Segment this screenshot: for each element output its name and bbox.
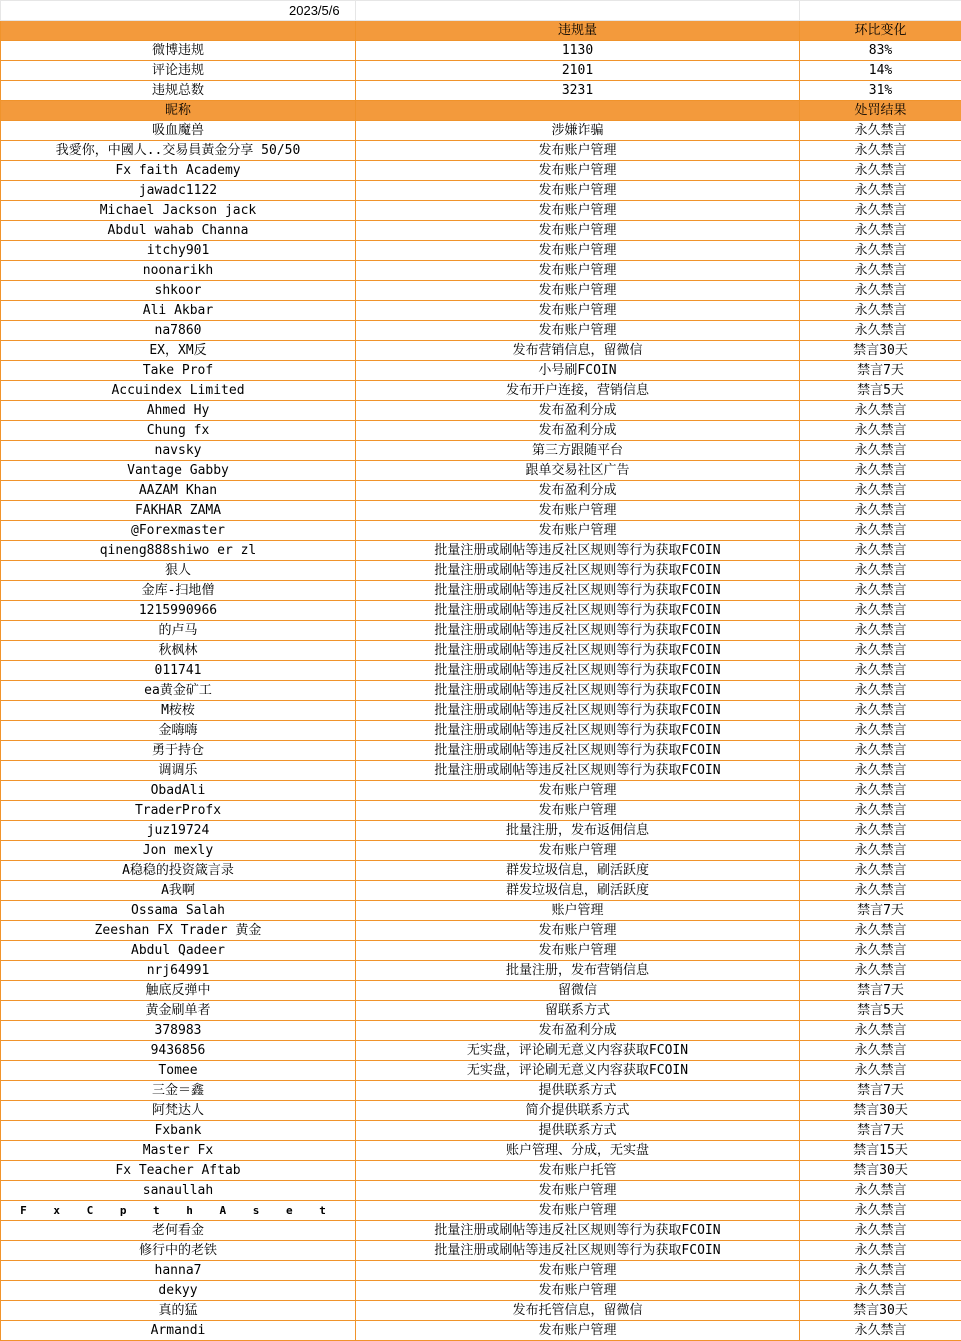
header-change[interactable]: 环比变化 bbox=[800, 21, 961, 41]
stat-count[interactable]: 3231 bbox=[356, 81, 800, 101]
user-nickname[interactable]: shkoor bbox=[1, 281, 356, 301]
penalty-result[interactable]: 永久禁言 bbox=[800, 741, 961, 761]
table-row bbox=[1, 381, 961, 401]
user-nickname[interactable]: 的卢马 bbox=[1, 621, 356, 641]
table-row bbox=[1, 1081, 961, 1101]
penalty-result[interactable]: 永久禁言 bbox=[800, 921, 961, 941]
violation-reason[interactable]: 发布账户管理 bbox=[356, 281, 800, 301]
user-nickname[interactable]: 378983 bbox=[1, 1021, 356, 1041]
violation-reason[interactable]: 发布账户管理 bbox=[356, 241, 800, 261]
user-nickname[interactable]: Armandi bbox=[1, 1321, 356, 1341]
violation-reason[interactable]: 批量注册或刷帖等违反社区规则等行为获取FCOIN bbox=[356, 581, 800, 601]
stat-change[interactable]: 31% bbox=[800, 81, 961, 101]
table-row bbox=[1, 161, 961, 181]
violation-reason[interactable]: 发布账户管理 bbox=[356, 841, 800, 861]
violation-reason[interactable]: 无实盘，评论刷无意义内容获取FCOIN bbox=[356, 1041, 800, 1061]
user-nickname[interactable]: 真的猛 bbox=[1, 1301, 356, 1321]
table-row bbox=[1, 561, 961, 581]
violation-reason[interactable]: 发布账户管理 bbox=[356, 301, 800, 321]
table-row bbox=[1, 901, 961, 921]
user-nickname[interactable]: itchy901 bbox=[1, 241, 356, 261]
penalty-result[interactable]: 永久禁言 bbox=[800, 661, 961, 681]
table-row bbox=[1, 321, 961, 341]
violation-reason[interactable]: 简介提供联系方式 bbox=[356, 1101, 800, 1121]
violation-reason[interactable]: 留联系方式 bbox=[356, 1001, 800, 1021]
violation-reason[interactable]: 批量注册或刷帖等违反社区规则等行为获取FCOIN bbox=[356, 721, 800, 741]
table-row bbox=[1, 501, 961, 521]
user-nickname[interactable]: Ali Akbar bbox=[1, 301, 356, 321]
user-nickname[interactable]: 修行中的老铁 bbox=[1, 1241, 356, 1261]
violation-reason[interactable]: 批量注册或刷帖等违反社区规则等行为获取FCOIN bbox=[356, 681, 800, 701]
table-row bbox=[1, 981, 961, 1001]
violation-reason[interactable]: 批量注册或刷帖等违反社区规则等行为获取FCOIN bbox=[356, 761, 800, 781]
violation-reason[interactable]: 无实盘，评论刷无意义内容获取FCOIN bbox=[356, 1061, 800, 1081]
stat-change[interactable]: 14% bbox=[800, 61, 961, 81]
table-row bbox=[1, 741, 961, 761]
violation-reason[interactable]: 发布账户管理 bbox=[356, 201, 800, 221]
user-nickname[interactable]: Ossama Salah bbox=[1, 901, 356, 921]
table-row bbox=[1, 121, 961, 141]
table-row bbox=[1, 941, 961, 961]
penalty-result[interactable]: 永久禁言 bbox=[800, 881, 961, 901]
table-row bbox=[1, 441, 961, 461]
user-nickname[interactable]: Fx faith Academy bbox=[1, 161, 356, 181]
table-row bbox=[1, 1101, 961, 1121]
violation-reason[interactable]: 批量注册或刷帖等违反社区规则等行为获取FCOIN bbox=[356, 541, 800, 561]
table-row bbox=[1, 601, 961, 621]
violation-reason[interactable]: 发布账户管理 bbox=[356, 261, 800, 281]
violation-reason[interactable]: 发布账户管理 bbox=[356, 521, 800, 541]
user-nickname[interactable]: Abdul wahab Channa bbox=[1, 221, 356, 241]
violation-reason[interactable]: 发布开户连接，营销信息 bbox=[356, 381, 800, 401]
user-nickname[interactable]: Fx Teacher Aftab bbox=[1, 1161, 356, 1181]
summary-header-row bbox=[1, 21, 961, 41]
user-nickname[interactable]: 触底反弹中 bbox=[1, 981, 356, 1001]
penalty-result[interactable]: 永久禁言 bbox=[800, 261, 961, 281]
table-row bbox=[1, 261, 961, 281]
violation-reason[interactable]: 涉嫌诈骗 bbox=[356, 121, 800, 141]
penalty-result[interactable]: 永久禁言 bbox=[800, 161, 961, 181]
stat-row bbox=[1, 41, 961, 61]
user-nickname[interactable]: dekyy bbox=[1, 1281, 356, 1301]
table-row bbox=[1, 141, 961, 161]
user-nickname[interactable]: 勇于持仓 bbox=[1, 741, 356, 761]
violation-reason[interactable]: 批量注册或刷帖等违反社区规则等行为获取FCOIN bbox=[356, 701, 800, 721]
violation-reason[interactable]: 跟单交易社区广告 bbox=[356, 461, 800, 481]
violation-reason[interactable]: 发布盈利分成 bbox=[356, 421, 800, 441]
user-nickname[interactable]: 吸血魔兽 bbox=[1, 121, 356, 141]
violation-reason[interactable]: 发布账户管理 bbox=[356, 801, 800, 821]
table-row bbox=[1, 421, 961, 441]
violation-reason[interactable]: 发布账户管理 bbox=[356, 161, 800, 181]
table-row bbox=[1, 541, 961, 561]
penalty-result[interactable]: 永久禁言 bbox=[800, 781, 961, 801]
violation-reason[interactable]: 发布账户管理 bbox=[356, 1201, 800, 1221]
user-nickname[interactable]: Accuindex Limited bbox=[1, 381, 356, 401]
penalty-result[interactable]: 永久禁言 bbox=[800, 521, 961, 541]
table-row bbox=[1, 1221, 961, 1241]
table-row bbox=[1, 861, 961, 881]
penalty-result[interactable]: 永久禁言 bbox=[800, 761, 961, 781]
table-row bbox=[1, 1241, 961, 1261]
violation-reason[interactable]: 提供联系方式 bbox=[356, 1121, 800, 1141]
user-nickname[interactable]: F x C p t h A s e t bbox=[1, 1201, 356, 1221]
violation-reason[interactable]: 发布账户管理 bbox=[356, 1261, 800, 1281]
table-row bbox=[1, 1261, 961, 1281]
penalty-result[interactable]: 禁言7天 bbox=[800, 361, 961, 381]
user-nickname[interactable]: 狠人 bbox=[1, 561, 356, 581]
table-row bbox=[1, 661, 961, 681]
user-nickname[interactable]: ea黄金矿工 bbox=[1, 681, 356, 701]
violation-reason[interactable]: 发布营销信息，留微信 bbox=[356, 341, 800, 361]
table-row bbox=[1, 1161, 961, 1181]
table-row bbox=[1, 801, 961, 821]
penalty-result[interactable]: 永久禁言 bbox=[800, 441, 961, 461]
penalty-result[interactable]: 永久禁言 bbox=[800, 561, 961, 581]
penalty-result[interactable]: 禁言5天 bbox=[800, 381, 961, 401]
penalty-result[interactable]: 永久禁言 bbox=[800, 421, 961, 441]
user-nickname[interactable]: Zeeshan FX Trader 黄金 bbox=[1, 921, 356, 941]
violation-reason[interactable]: 发布账户管理 bbox=[356, 181, 800, 201]
user-nickname[interactable]: ObadAli bbox=[1, 781, 356, 801]
penalty-result[interactable]: 永久禁言 bbox=[800, 221, 961, 241]
user-nickname[interactable]: navsky bbox=[1, 441, 356, 461]
violation-reason[interactable]: 提供联系方式 bbox=[356, 1081, 800, 1101]
user-nickname[interactable]: noonarikh bbox=[1, 261, 356, 281]
table-row bbox=[1, 1181, 961, 1201]
penalty-result[interactable]: 永久禁言 bbox=[800, 941, 961, 961]
violation-reason[interactable]: 发布盈利分成 bbox=[356, 401, 800, 421]
table-row bbox=[1, 1021, 961, 1041]
penalty-result[interactable]: 永久禁言 bbox=[800, 541, 961, 561]
penalty-result[interactable]: 禁言30天 bbox=[800, 1161, 961, 1181]
user-nickname[interactable]: na7860 bbox=[1, 321, 356, 341]
violation-reason[interactable]: 发布账户管理 bbox=[356, 941, 800, 961]
penalty-result[interactable]: 永久禁言 bbox=[800, 1041, 961, 1061]
table-row bbox=[1, 181, 961, 201]
user-nickname[interactable]: 金库-扫地僧 bbox=[1, 581, 356, 601]
stat-change[interactable]: 83% bbox=[800, 41, 961, 61]
penalty-result[interactable]: 永久禁言 bbox=[800, 801, 961, 821]
user-nickname[interactable]: Michael Jackson jack bbox=[1, 201, 356, 221]
penalty-result[interactable]: 永久禁言 bbox=[800, 1321, 961, 1341]
user-nickname[interactable]: Ahmed Hy bbox=[1, 401, 356, 421]
user-nickname[interactable]: Vantage Gabby bbox=[1, 461, 356, 481]
penalty-result[interactable]: 永久禁言 bbox=[800, 121, 961, 141]
violation-reason[interactable]: 发布盈利分成 bbox=[356, 481, 800, 501]
violation-reason[interactable]: 发布账户托管 bbox=[356, 1161, 800, 1181]
table-row bbox=[1, 1041, 961, 1061]
penalty-result[interactable]: 永久禁言 bbox=[800, 481, 961, 501]
table-row bbox=[1, 341, 961, 361]
user-nickname[interactable]: 011741 bbox=[1, 661, 356, 681]
report-date[interactable]: 2023/5/6 bbox=[1, 1, 356, 21]
user-nickname[interactable]: qineng888shiwo er zl bbox=[1, 541, 356, 561]
penalty-result[interactable]: 禁言5天 bbox=[800, 1001, 961, 1021]
violation-reason[interactable]: 发布账户管理 bbox=[356, 141, 800, 161]
user-nickname[interactable]: AAZAM Khan bbox=[1, 481, 356, 501]
penalty-result[interactable]: 禁言15天 bbox=[800, 1141, 961, 1161]
penalty-result[interactable]: 永久禁言 bbox=[800, 601, 961, 621]
penalty-result[interactable]: 永久禁言 bbox=[800, 621, 961, 641]
user-nickname[interactable]: Tomee bbox=[1, 1061, 356, 1081]
penalty-result[interactable]: 禁言7天 bbox=[800, 1081, 961, 1101]
list-header-row bbox=[1, 101, 961, 121]
penalty-result[interactable]: 永久禁言 bbox=[800, 841, 961, 861]
table-row bbox=[1, 961, 961, 981]
user-nickname[interactable]: 我愛你，中國人..交易員黃金分享 50/50 bbox=[1, 141, 356, 161]
penalty-result[interactable]: 禁言7天 bbox=[800, 1121, 961, 1141]
user-nickname[interactable]: TraderProfx bbox=[1, 801, 356, 821]
user-nickname[interactable]: juz19724 bbox=[1, 821, 356, 841]
penalty-result[interactable]: 永久禁言 bbox=[800, 721, 961, 741]
violation-reason[interactable]: 账户管理 bbox=[356, 901, 800, 921]
user-nickname[interactable]: @Forexmaster bbox=[1, 521, 356, 541]
table-row bbox=[1, 1061, 961, 1081]
table-row bbox=[1, 521, 961, 541]
penalty-result[interactable]: 永久禁言 bbox=[800, 241, 961, 261]
penalty-result[interactable]: 永久禁言 bbox=[800, 581, 961, 601]
violation-reason[interactable]: 发布账户管理 bbox=[356, 501, 800, 521]
violation-reason[interactable]: 发布账户管理 bbox=[356, 781, 800, 801]
table-row bbox=[1, 401, 961, 421]
user-nickname[interactable]: 1215990966 bbox=[1, 601, 356, 621]
user-nickname[interactable]: Take Prof bbox=[1, 361, 356, 381]
penalty-result[interactable]: 永久禁言 bbox=[800, 501, 961, 521]
penalty-result[interactable]: 永久禁言 bbox=[800, 1201, 961, 1221]
violation-reason[interactable]: 发布账户管理 bbox=[356, 1281, 800, 1301]
penalty-result[interactable]: 永久禁言 bbox=[800, 201, 961, 221]
stat-row bbox=[1, 61, 961, 81]
penalty-result[interactable]: 永久禁言 bbox=[800, 1241, 961, 1261]
violation-reason[interactable]: 批量注册，发布返佣信息 bbox=[356, 821, 800, 841]
table-row bbox=[1, 1301, 961, 1321]
table-row bbox=[1, 1281, 961, 1301]
penalty-result[interactable]: 永久禁言 bbox=[800, 681, 961, 701]
violation-reason[interactable]: 批量注册或刷帖等违反社区规则等行为获取FCOIN bbox=[356, 1241, 800, 1261]
violation-reason[interactable]: 批量注册或刷帖等违反社区规则等行为获取FCOIN bbox=[356, 1221, 800, 1241]
table-row bbox=[1, 1121, 961, 1141]
table-row bbox=[1, 781, 961, 801]
penalty-result[interactable]: 永久禁言 bbox=[800, 1281, 961, 1301]
table-row bbox=[1, 821, 961, 841]
stat-label[interactable]: 违规总数 bbox=[1, 81, 356, 101]
header-violation-count[interactable]: 违规量 bbox=[356, 21, 800, 41]
table-row bbox=[1, 221, 961, 241]
violation-reason[interactable]: 发布账户管理 bbox=[356, 221, 800, 241]
table-row bbox=[1, 761, 961, 781]
table-row bbox=[1, 681, 961, 701]
table-row bbox=[1, 481, 961, 501]
user-nickname[interactable]: A稳稳的投资箴言录 bbox=[1, 861, 356, 881]
violation-reason[interactable]: 批量注册或刷帖等违反社区规则等行为获取FCOIN bbox=[356, 561, 800, 581]
stat-count[interactable]: 1130 bbox=[356, 41, 800, 61]
user-nickname[interactable]: 老何看金 bbox=[1, 1221, 356, 1241]
violation-reason[interactable]: 批量注册或刷帖等违反社区规则等行为获取FCOIN bbox=[356, 621, 800, 641]
penalty-result[interactable]: 永久禁言 bbox=[800, 461, 961, 481]
penalty-result[interactable]: 禁言7天 bbox=[800, 901, 961, 921]
penalty-result[interactable]: 永久禁言 bbox=[800, 181, 961, 201]
user-nickname[interactable]: hanna7 bbox=[1, 1261, 356, 1281]
penalty-result[interactable]: 永久禁言 bbox=[800, 141, 961, 161]
penalty-result[interactable]: 永久禁言 bbox=[800, 861, 961, 881]
penalty-result[interactable]: 永久禁言 bbox=[800, 1261, 961, 1281]
user-nickname[interactable]: 金嗨嗨 bbox=[1, 721, 356, 741]
table-row bbox=[1, 641, 961, 661]
table-row bbox=[1, 241, 961, 261]
user-nickname[interactable]: Master Fx bbox=[1, 1141, 356, 1161]
penalty-result[interactable]: 禁言30天 bbox=[800, 341, 961, 361]
user-nickname[interactable]: Fxbank bbox=[1, 1121, 356, 1141]
table-row bbox=[1, 701, 961, 721]
penalty-result[interactable]: 永久禁言 bbox=[800, 321, 961, 341]
penalty-result[interactable]: 禁言30天 bbox=[800, 1101, 961, 1121]
penalty-result[interactable]: 永久禁言 bbox=[800, 701, 961, 721]
table-row bbox=[1, 281, 961, 301]
penalty-result[interactable]: 永久禁言 bbox=[800, 641, 961, 661]
stat-count[interactable]: 2101 bbox=[356, 61, 800, 81]
stat-label[interactable]: 微博违规 bbox=[1, 41, 356, 61]
user-nickname[interactable]: Jon mexly bbox=[1, 841, 356, 861]
user-nickname[interactable]: FAKHAR ZAMA bbox=[1, 501, 356, 521]
penalty-result[interactable]: 永久禁言 bbox=[800, 301, 961, 321]
violation-reason[interactable]: 发布账户管理 bbox=[356, 1321, 800, 1341]
user-nickname[interactable]: 三金＝鑫 bbox=[1, 1081, 356, 1101]
violation-reason[interactable]: 批量注册或刷帖等违反社区规则等行为获取FCOIN bbox=[356, 741, 800, 761]
table-row bbox=[1, 361, 961, 381]
penalty-result[interactable]: 永久禁言 bbox=[800, 401, 961, 421]
header-penalty[interactable]: 处罚结果 bbox=[800, 101, 961, 121]
user-nickname[interactable]: nrj64991 bbox=[1, 961, 356, 981]
table-row bbox=[1, 621, 961, 641]
table-row bbox=[1, 201, 961, 221]
user-nickname[interactable]: 调调乐 bbox=[1, 761, 356, 781]
violation-reason[interactable]: 发布账户管理 bbox=[356, 1181, 800, 1201]
penalty-result[interactable]: 永久禁言 bbox=[800, 1021, 961, 1041]
user-nickname[interactable]: Abdul Qadeer bbox=[1, 941, 356, 961]
violation-reason[interactable]: 群发垃圾信息，刷活跃度 bbox=[356, 861, 800, 881]
user-nickname[interactable]: M桉桉 bbox=[1, 701, 356, 721]
table-row bbox=[1, 1201, 961, 1221]
user-nickname[interactable]: Chung fx bbox=[1, 421, 356, 441]
table-row bbox=[1, 1141, 961, 1161]
violation-reason[interactable]: 批量注册或刷帖等违反社区规则等行为获取FCOIN bbox=[356, 661, 800, 681]
violation-reason[interactable]: 批量注册或刷帖等违反社区规则等行为获取FCOIN bbox=[356, 641, 800, 661]
penalty-result[interactable]: 永久禁言 bbox=[800, 1181, 961, 1201]
table-row bbox=[1, 301, 961, 321]
table-row bbox=[1, 841, 961, 861]
violation-reason[interactable]: 发布盈利分成 bbox=[356, 1021, 800, 1041]
violation-reason[interactable]: 留微信 bbox=[356, 981, 800, 1001]
table-row bbox=[1, 461, 961, 481]
violation-reason[interactable]: 发布账户管理 bbox=[356, 321, 800, 341]
user-nickname[interactable]: 秋枫林 bbox=[1, 641, 356, 661]
penalty-result[interactable]: 永久禁言 bbox=[800, 961, 961, 981]
table-row bbox=[1, 1001, 961, 1021]
violation-reason[interactable]: 群发垃圾信息，刷活跃度 bbox=[356, 881, 800, 901]
penalty-result[interactable]: 永久禁言 bbox=[800, 1221, 961, 1241]
user-nickname[interactable]: A我啊 bbox=[1, 881, 356, 901]
table-row bbox=[1, 581, 961, 601]
violation-reason[interactable]: 批量注册，发布营销信息 bbox=[356, 961, 800, 981]
violation-reason[interactable]: 小号刷FCOIN bbox=[356, 361, 800, 381]
violation-reason[interactable]: 发布托管信息，留微信 bbox=[356, 1301, 800, 1321]
penalty-result[interactable]: 禁言7天 bbox=[800, 981, 961, 1001]
user-nickname[interactable]: 9436856 bbox=[1, 1041, 356, 1061]
penalty-result[interactable]: 永久禁言 bbox=[800, 281, 961, 301]
penalty-result[interactable]: 永久禁言 bbox=[800, 1061, 961, 1081]
user-nickname[interactable]: EX，XM反 bbox=[1, 341, 356, 361]
table-row bbox=[1, 881, 961, 901]
table-row bbox=[1, 1321, 961, 1341]
user-nickname[interactable]: jawadc1122 bbox=[1, 181, 356, 201]
user-nickname[interactable]: 阿梵达人 bbox=[1, 1101, 356, 1121]
header-nickname[interactable]: 昵称 bbox=[1, 101, 356, 121]
table-row bbox=[1, 721, 961, 741]
violation-reason[interactable]: 账户管理、分成，无实盘 bbox=[356, 1141, 800, 1161]
penalty-result[interactable]: 禁言30天 bbox=[800, 1301, 961, 1321]
violation-reason[interactable]: 第三方跟随平台 bbox=[356, 441, 800, 461]
violation-reason[interactable]: 批量注册或刷帖等违反社区规则等行为获取FCOIN bbox=[356, 601, 800, 621]
violation-reason[interactable]: 发布账户管理 bbox=[356, 921, 800, 941]
table-row bbox=[1, 921, 961, 941]
user-nickname[interactable]: sanaullah bbox=[1, 1181, 356, 1201]
stat-label[interactable]: 评论违规 bbox=[1, 61, 356, 81]
user-nickname[interactable]: 黄金刷单者 bbox=[1, 1001, 356, 1021]
penalty-result[interactable]: 永久禁言 bbox=[800, 821, 961, 841]
date-row bbox=[1, 1, 961, 21]
stat-row bbox=[1, 81, 961, 101]
